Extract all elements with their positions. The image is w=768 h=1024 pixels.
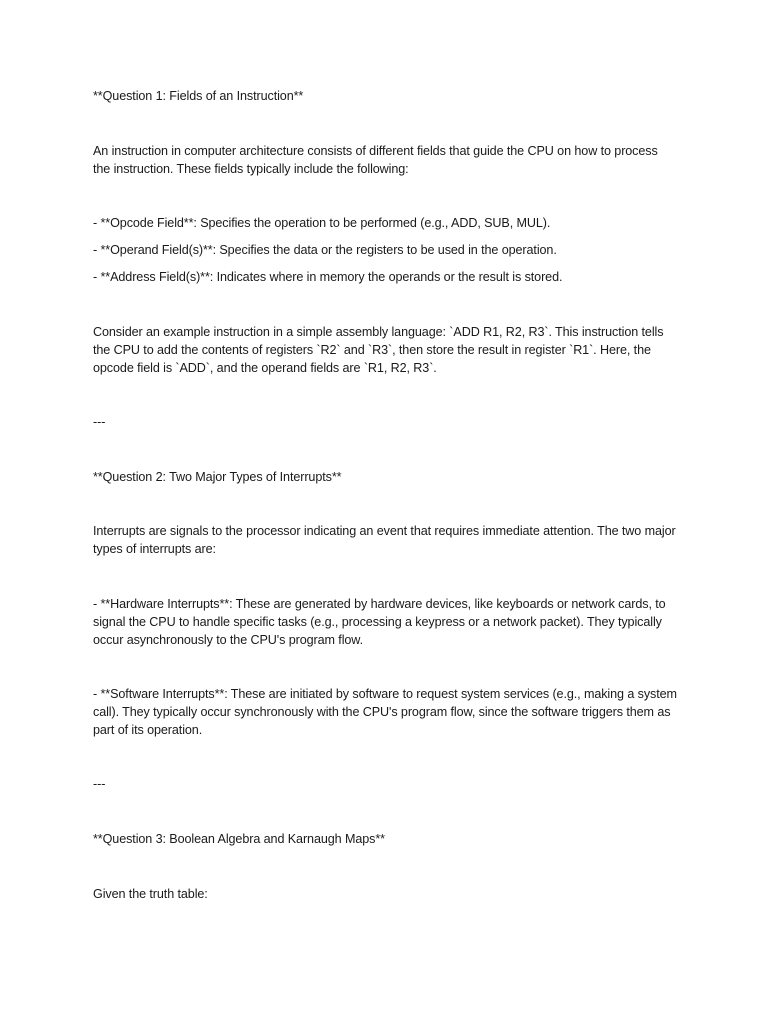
separator-2: --- bbox=[93, 777, 106, 791]
q2-hardware-interrupts: - **Hardware Interrupts**: These are generated by hardware devices, like keyboards or network cards, to signal the CPU to handle specific tasks (e.g., processing a keypress or a network packet). They typically occur asynchronously to the CPU's program flow. bbox=[93, 597, 666, 647]
q3-heading: **Question 3: Boolean Algebra and Karnaugh Maps** bbox=[93, 832, 385, 846]
q3-intro-paragraph: Given the truth table: bbox=[93, 887, 208, 901]
q1-bullet-address: - **Address Field(s)**: Indicates where in memory the operands or the result is stored. bbox=[93, 270, 563, 284]
q1-example-paragraph: Consider an example instruction in a simple assembly language: `ADD R1, R2, R3`. This instruction tells the CPU to add the contents of registers `R2` and `R3`, then store the result in register `R1`. Here, the opcode field is `ADD`, and the operand fields are `R1, R2, R3`. bbox=[93, 325, 664, 375]
q1-bullet-opcode: - **Opcode Field**: Specifies the operation to be performed (e.g., ADD, SUB, MUL). bbox=[93, 216, 551, 230]
q2-intro-paragraph: Interrupts are signals to the processor indicating an event that requires immediate attention. The two major types of interrupts are: bbox=[93, 524, 676, 556]
separator-1: --- bbox=[93, 415, 106, 429]
q2-heading: **Question 2: Two Major Types of Interrupts** bbox=[93, 470, 342, 484]
q1-intro-paragraph: An instruction in computer architecture consists of different fields that guide the CPU on how to process the instruction. These fields typically include the following: bbox=[93, 144, 658, 176]
q1-heading: **Question 1: Fields of an Instruction** bbox=[93, 89, 304, 103]
q1-bullet-operand: - **Operand Field(s)**: Specifies the data or the registers to be used in the operation. bbox=[93, 243, 557, 257]
q2-software-interrupts: - **Software Interrupts**: These are initiated by software to request system services (e.g., making a system call). They typically occur synchronously with the CPU's program flow, since the software triggers them as part of its operation. bbox=[93, 687, 677, 737]
